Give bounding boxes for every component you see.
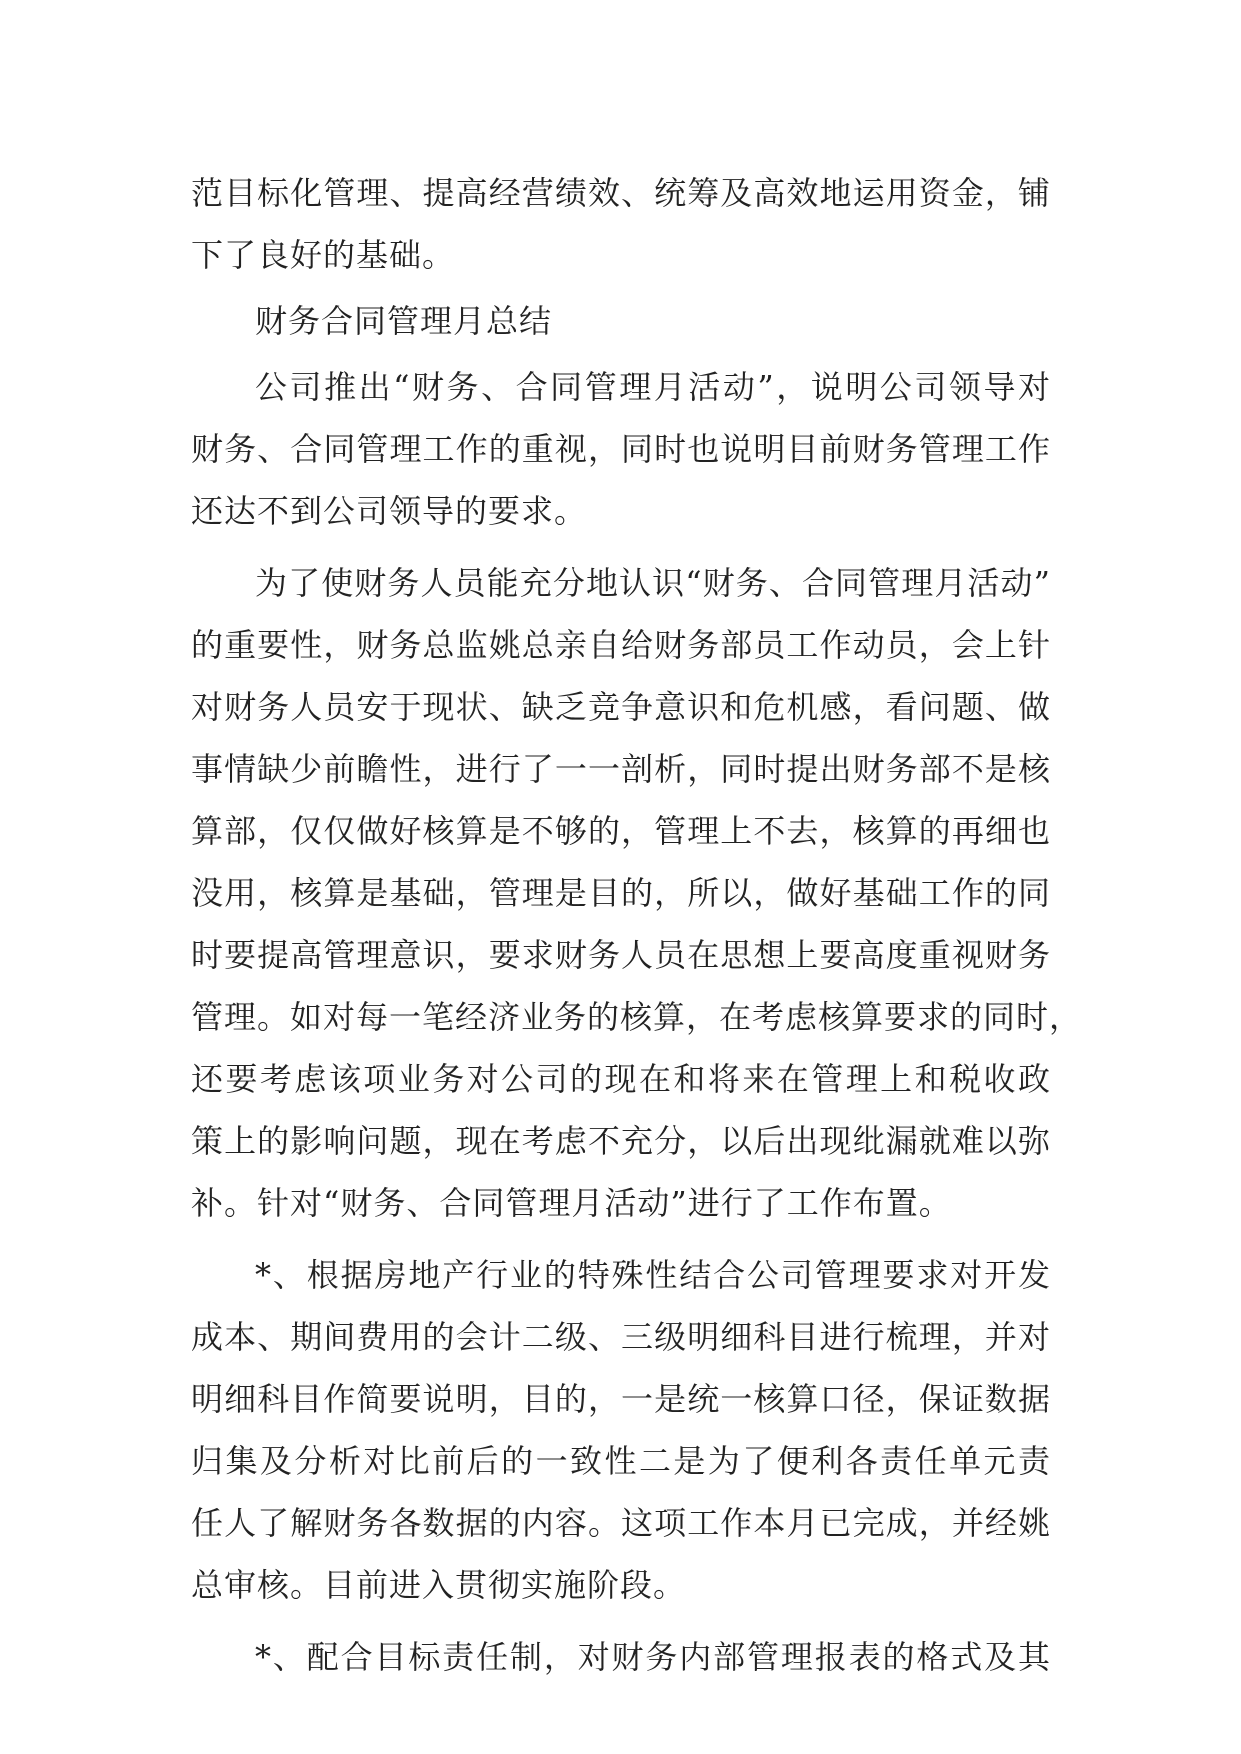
text-line: 补。针对“财务、合同管理月活动”进行了工作布置。 bbox=[191, 1184, 952, 1222]
text-line: 下了良好的基础。 bbox=[191, 236, 456, 274]
text-line: *、根据房地产行业的特殊性结合公司管理要求对开发 bbox=[255, 1256, 1051, 1294]
text-line: 管理。如对每一笔经济业务的核算，在考虑核算要求的同时， bbox=[191, 998, 1083, 1036]
text-line: 时要提高管理意识，要求财务人员在思想上要高度重视财务 bbox=[191, 936, 1051, 974]
text-line: 总审核。目前进入贯彻实施阶段。 bbox=[191, 1566, 687, 1604]
text-line: 为了使财务人员能充分地认识“财务、合同管理月活动” bbox=[255, 564, 1051, 602]
paragraph-continuation bbox=[191, 162, 1051, 286]
text-line: 还要考虑该项业务对公司的现在和将来在管理上和税收政 bbox=[191, 1060, 1051, 1098]
text-line: 事情缺少前瞻性，进行了一一剖析，同时提出财务部不是核 bbox=[191, 750, 1051, 788]
text-line: 对财务人员安于现状、缺乏竞争意识和危机感，看问题、做 bbox=[191, 688, 1051, 726]
paragraph bbox=[191, 356, 1051, 542]
text-line: 成本、期间费用的会计二级、三级明细科目进行梳理，并对 bbox=[191, 1318, 1051, 1356]
text-line: 没用，核算是基础，管理是目的，所以，做好基础工作的同 bbox=[191, 874, 1051, 912]
paragraph bbox=[191, 1244, 1051, 1616]
section-title bbox=[191, 290, 1051, 352]
text-line: 算部，仅仅做好核算是不够的，管理上不去，核算的再细也 bbox=[191, 812, 1051, 850]
paragraph bbox=[191, 1626, 1051, 1688]
paragraph bbox=[191, 552, 1083, 1234]
text-line: 财务、合同管理工作的重视，同时也说明目前财务管理工作 bbox=[191, 430, 1051, 468]
text-line: 范目标化管理、提高经营绩效、统筹及高效地运用资金，铺 bbox=[191, 174, 1051, 212]
text-line: 还达不到公司领导的要求。 bbox=[191, 492, 588, 530]
text-line: 任人了解财务各数据的内容。这项工作本月已完成，并经姚 bbox=[191, 1504, 1051, 1542]
text-line: 归集及分析对比前后的一致性二是为了便利各责任单元责 bbox=[191, 1442, 1051, 1480]
document-body bbox=[191, 162, 1083, 1688]
text-line: *、配合目标责任制，对财务内部管理报表的格式及其 bbox=[255, 1638, 1051, 1676]
text-line: 策上的影响问题，现在考虑不充分，以后出现纰漏就难以弥 bbox=[191, 1122, 1051, 1160]
section-title-text: 财务合同管理月总结 bbox=[255, 302, 553, 340]
text-line: 公司推出“财务、合同管理月活动”，说明公司领导对 bbox=[255, 368, 1051, 406]
text-line: 的重要性，财务总监姚总亲自给财务部员工作动员，会上针 bbox=[191, 626, 1051, 664]
text-line: 明细科目作简要说明，目的，一是统一核算口径，保证数据 bbox=[191, 1380, 1051, 1418]
